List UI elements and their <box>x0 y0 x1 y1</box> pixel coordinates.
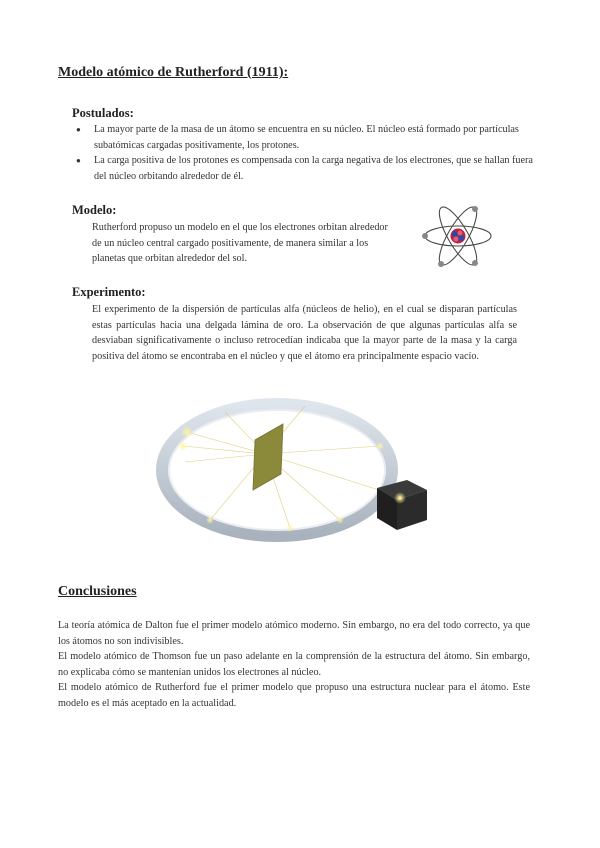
experimento-text: El experimento de la dispersión de partículas alfa (núcleos de helio), en el cual se disparan partículas estas partículas hacia una delgada lámina de oro. La observación de que algunas partículas alfa se desviaban significativamente o incluso retrocedían indicaba que la mayor parte de la masa y la carga positiva del átomo se encontraba en el núcleo y que el átomo era principalmente espacio vacío. <box>92 304 517 362</box>
postulados-heading: Postulados: <box>72 106 134 120</box>
rutherford-experiment-image <box>155 392 445 552</box>
atom-image <box>420 203 496 269</box>
modelo-heading: Modelo: <box>72 203 117 217</box>
page-title: Modelo atómico de Rutherford (1911): <box>58 65 289 80</box>
conclusiones-body <box>58 618 530 712</box>
modelo-text: Rutherford propuso un modelo en el que los electrones orbitan alrededor de un núcleo central cargado positivamente, de manera similar a los planetas que orbitan alrededor del sol. <box>92 222 388 265</box>
list-item: ● La mayor parte de la masa de un átomo se encuentra en su núcleo. El núcleo está formado por partículas subatómicas cargadas positivamente, los protones. <box>72 122 534 153</box>
conclusion-paragraph: La teoría atómica de Dalton fue el primer modelo atómico moderno. Sin embargo, no era del todo correcto, ya que los átomos no son indivisibles. <box>58 620 530 647</box>
postulados-list <box>72 122 534 184</box>
experimento-heading: Experimento: <box>72 285 146 299</box>
list-item: ● La carga positiva de los protones es compensada con la carga negativa de los electrones, que se hallan fuera del núcleo orbitando alrededor de él. <box>72 153 534 184</box>
conclusiones-heading: Conclusiones <box>58 584 137 599</box>
conclusion-paragraph: El modelo atómico de Thomson fue un paso adelante en la comprensión de la estructura del átomo. Sin embargo, no explicaba cómo se mantenían unidos los electrones al núcleo. <box>58 651 530 678</box>
conclusion-paragraph: El modelo atómico de Rutherford fue el primer modelo que propuso una estructura nuclear para el átomo. Este modelo es el más aceptado en la actualidad. <box>58 682 530 709</box>
